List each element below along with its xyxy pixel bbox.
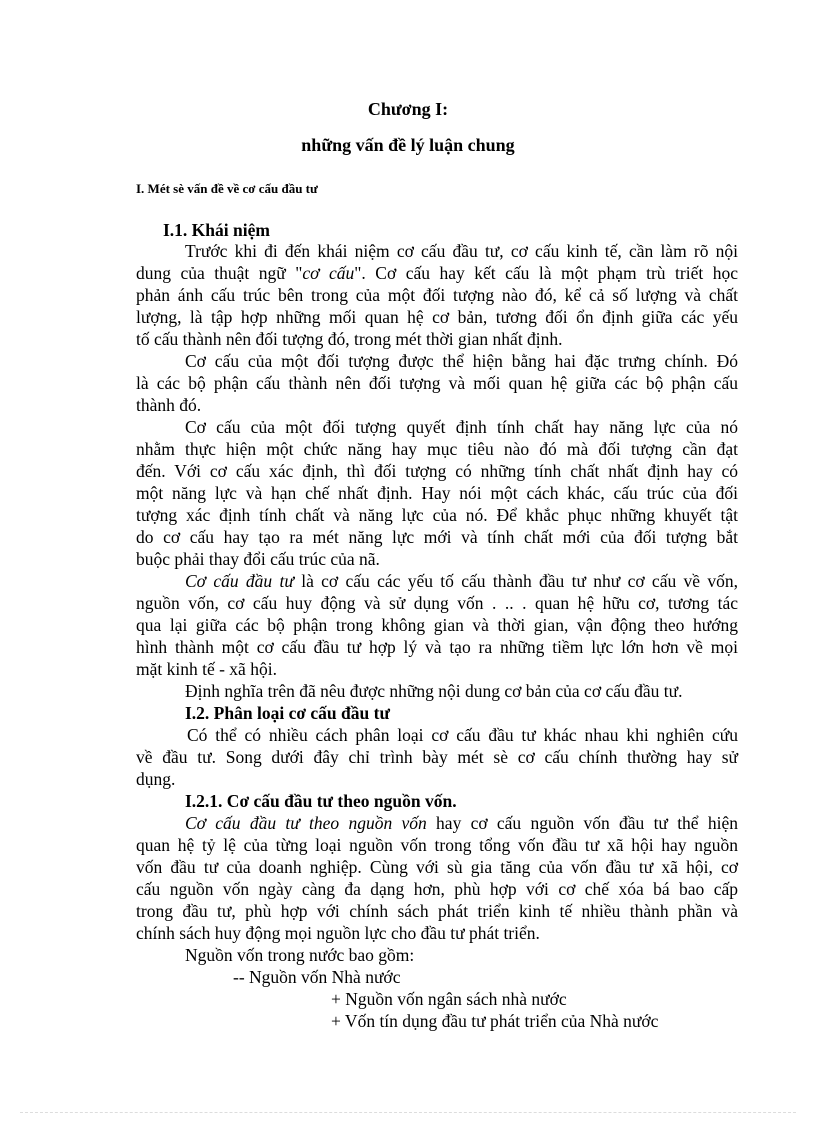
- domestic-capital-intro: Nguồn vốn trong nước bao gồm:: [185, 945, 415, 965]
- term-co-cau-dau-tu: Cơ cấu đầu tư: [185, 571, 294, 591]
- paragraph-line: lượng, là tập hợp những mối quan hệ cơ bản, tương đối ổn định giữa các yếu: [136, 307, 738, 327]
- paragraph-line: về đầu tư. Song dưới đây chỉ trình bày mét sè cơ cấu chính thường hay sử: [136, 747, 738, 767]
- paragraph-line: tố cấu thành nên đối tượng đó, trong mét thời gian nhất định.: [136, 329, 563, 349]
- section-1-1-heading: I.1. Khái niệm: [163, 220, 270, 240]
- paragraph-line: vốn đầu tư của doanh nghiệp. Cùng với sù gia tăng của vốn đầu tư xã hội, cơ: [136, 857, 738, 877]
- paragraph-line: nguồn vốn, cơ cấu huy động và sử dụng vốn . .. . quan hệ hữu cơ, tương tác: [136, 593, 738, 613]
- paragraph-line: phản ánh cấu trúc bên trong của một đối tượng nào đó, kể cả số lượng và chất: [136, 285, 738, 305]
- paragraph-line: một năng lực và hạn chế nhất định. Hay nói một cách khác, cấu trúc của đối: [136, 483, 738, 503]
- paragraph-line: tượng xác định tính chất và năng lực của nó. Để khắc phục những khuyết tật: [136, 505, 738, 525]
- paragraph-line: Cơ cấu đầu tư theo nguồn vốn hay cơ cấu nguồn vốn đầu tư thể hiện: [185, 813, 738, 833]
- paragraph-line: chính sách huy động mọi nguồn lực cho đầu tư phát triển.: [136, 923, 540, 943]
- paragraph-line: Định nghĩa trên đã nêu được những nội dung cơ bản của cơ cấu đầu tư.: [185, 681, 683, 701]
- list-item-state-capital: -- Nguồn vốn Nhà nước: [233, 967, 401, 987]
- paragraph-line: quan hệ tỷ lệ của từng loại nguồn vốn trong tổng vốn đầu tư xã hội hay nguồn: [136, 835, 738, 855]
- paragraph-line: thành đó.: [136, 395, 202, 415]
- paragraph-line: đến. Với cơ cấu xác định, thì đối tượng có những tính chất nhất định hay có: [136, 461, 738, 481]
- list-subitem: + Vốn tín dụng đầu tư phát triển của Nhà nước: [331, 1011, 659, 1031]
- paragraph-line: Trước khi đi đến khái niệm cơ cấu đầu tư, cơ cấu kinh tế, cần làm rõ nội: [185, 241, 738, 261]
- paragraph-line: dung của thuật ngữ "cơ cấu". Cơ cấu hay kết cấu là một phạm trù triết học: [136, 263, 738, 283]
- paragraph-line: là các bộ phận cấu thành nên đối tượng và mối quan hệ giữa các bộ phận cấu: [136, 373, 738, 393]
- paragraph-line: Có thể có nhiều cách phân loại cơ cấu đầu tư khác nhau khi nghiên cứu: [187, 725, 738, 745]
- paragraph-line: mặt kinh tế - xã hội.: [136, 659, 277, 679]
- paragraph-line: dụng.: [136, 769, 176, 789]
- chapter-subtitle: những vấn đề lý luận chung: [301, 135, 515, 155]
- paragraph-line: nhằm thực hiện một chức năng hay mục tiêu nào đó mà đối tượng cần đạt: [136, 439, 738, 459]
- section-1-heading: I. Mét sè vấn đề về cơ cấu đầu tư: [136, 181, 318, 196]
- paragraph-line: hình thành một cơ cấu đầu tư hợp lý và tạo ra những tiềm lực lớn hơn về mọi: [136, 637, 738, 657]
- paragraph-line: cấu nguồn vốn ngày càng đa dạng hơn, phù hợp với cơ chế xóa bá bao cấp: [136, 879, 738, 899]
- list-subitem: + Nguồn vốn ngân sách nhà nước: [331, 989, 567, 1009]
- term-co-cau: cơ cấu: [302, 263, 355, 283]
- paragraph-line: trong đầu tư, phù hợp với chính sách phát triển kinh tế nhiều thành phần và: [136, 901, 738, 921]
- chapter-title: Chương I:: [367, 99, 449, 119]
- section-1-2-1-heading: I.2.1. Cơ cấu đầu tư theo nguồn vốn.: [185, 791, 457, 811]
- paragraph-line: Cơ cấu của một đối tượng quyết định tính chất hay năng lực của nó: [185, 417, 738, 437]
- term-co-cau-nguon-von: Cơ cấu đầu tư theo nguồn vốn: [185, 813, 427, 833]
- section-1-2-heading: I.2. Phân loại cơ cấu đầu tư: [185, 703, 390, 723]
- paragraph-line: qua lại giữa các bộ phận trong không gian và thời gian, vận động theo hướng: [136, 615, 738, 635]
- paragraph-line: buộc phải thay đổi cấu trúc của nã.: [136, 549, 380, 569]
- paragraph-line: do cơ cấu hay tạo ra mét năng lực mới và tính chất mới của đối tượng bắt: [136, 527, 738, 547]
- page-bottom-border: [20, 1112, 796, 1113]
- paragraph-line: Cơ cấu đầu tư là cơ cấu các yếu tố cấu thành đầu tư như cơ cấu về vốn,: [185, 571, 738, 591]
- paragraph-line: Cơ cấu của một đối tượng được thể hiện bằng hai đặc trưng chính. Đó: [185, 351, 738, 371]
